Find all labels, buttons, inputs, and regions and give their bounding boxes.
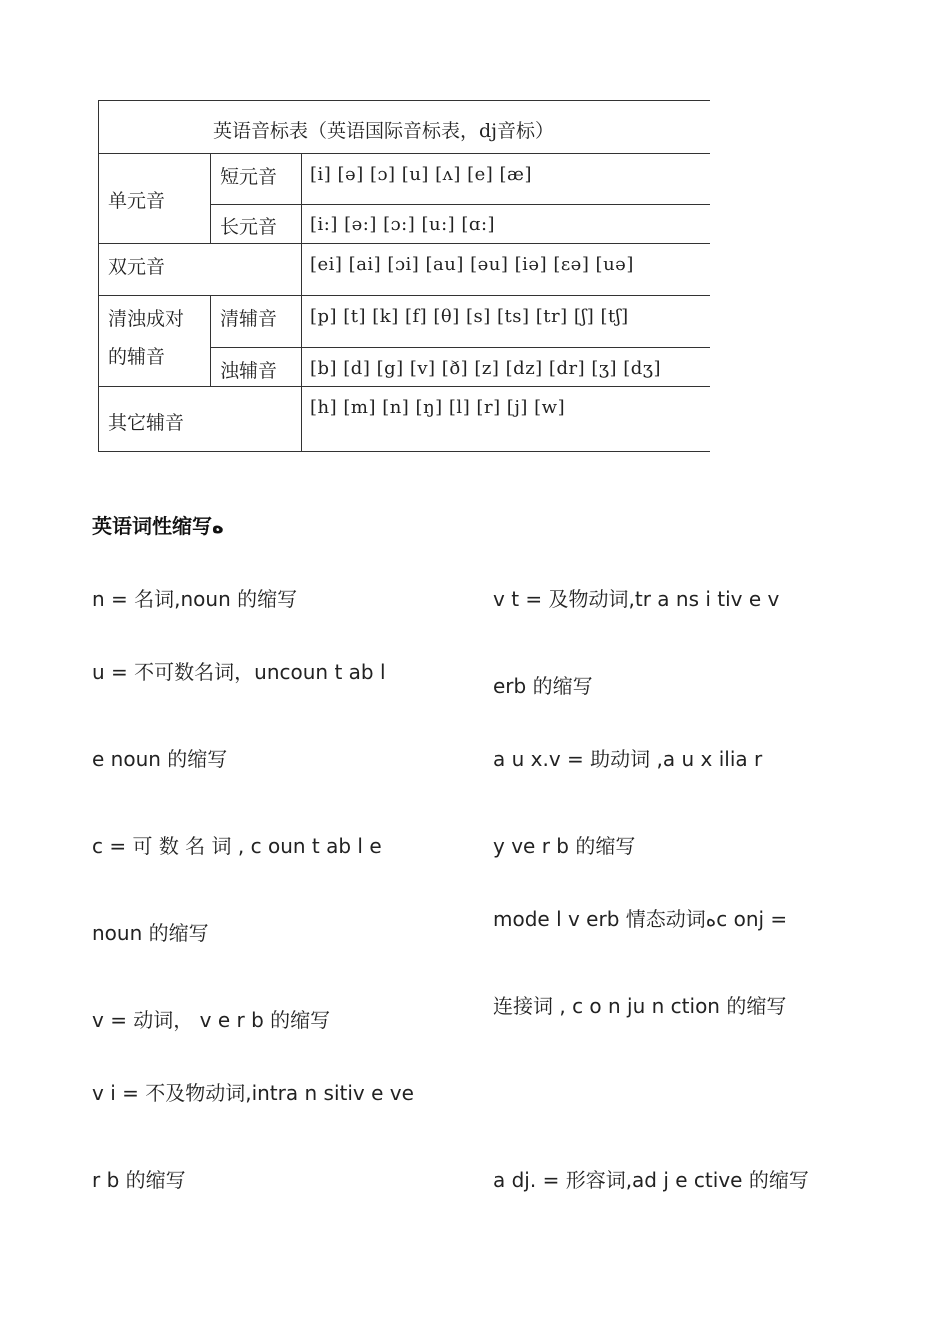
table-divider	[210, 347, 710, 348]
abbr-line: c = 可 数 名 词 , c oun t ab l e	[92, 834, 382, 858]
abbr-line: noun 的缩写	[92, 921, 209, 945]
table-divider	[98, 243, 710, 244]
label-long-vowel: 长元音	[220, 216, 278, 238]
category-monophthong: 单元音	[108, 190, 166, 212]
table-border-left	[98, 100, 99, 452]
table-divider	[98, 295, 710, 296]
label-voiced: 浊辅音	[220, 360, 278, 382]
abbr-line: r b 的缩写	[92, 1168, 186, 1192]
table-border-bottom	[98, 451, 710, 452]
ipa-voiceless: [p] [t] [k] [f] [θ] [s] [ts] [tr] [ʃ] [tʃ]	[310, 306, 629, 327]
label-voiceless: 清辅音	[220, 308, 278, 330]
table-divider	[210, 153, 211, 243]
phonetic-table	[98, 100, 710, 452]
table-divider	[210, 204, 710, 205]
abbr-line: n = 名词,noun 的缩写	[92, 587, 298, 611]
table-border-top	[98, 100, 710, 101]
table-title: 英语音标表（英语国际音标表，dj音标）	[213, 120, 555, 142]
category-other: 其它辅音	[108, 412, 185, 434]
table-divider	[98, 153, 710, 154]
category-diphthong: 双元音	[108, 256, 166, 278]
abbr-line: mode l v erb 情态动词ﻩc onj =	[493, 907, 788, 931]
table-divider	[210, 295, 211, 386]
abbr-line: y ve r b 的缩写	[493, 834, 636, 858]
table-divider	[98, 386, 710, 387]
abbr-line: e noun 的缩写	[92, 747, 228, 771]
ipa-long-vowels: [i:] [ə:] [ɔ:] [u:] [ɑ:]	[310, 214, 496, 235]
ipa-voiced: [b] [d] [g] [v] [ð] [z] [dz] [dr] [ʒ] [dʒ]	[310, 358, 661, 379]
abbr-line: v i = 不及物动词,intra n sitiv e ve	[92, 1081, 414, 1105]
abbr-line: v t = 及物动词,tr a ns i tiv e v	[493, 587, 780, 611]
label-short-vowel: 短元音	[220, 166, 278, 188]
category-paired-line1: 清浊成对	[108, 308, 185, 330]
ipa-diphthongs: [ei] [ai] [ɔi] [au] [əu] [iə] [εə] [uə]	[310, 254, 634, 275]
abbr-line: 连接词 , c o n ju n ction 的缩写	[493, 994, 787, 1018]
table-divider	[301, 153, 302, 452]
ipa-other: [h] [m] [n] [ŋ] [l] [r] [j] [w]	[310, 397, 566, 418]
ipa-short-vowels: [i] [ə] [ɔ] [u] [ʌ] [e] [æ]	[310, 164, 532, 185]
abbr-line: a u x.v = 助动词 ,a u x ilia r	[493, 747, 763, 771]
abbr-line: a dj. = 形容词,ad j e ctive 的缩写	[493, 1168, 809, 1192]
abbr-line: u = 不可数名词，uncoun t ab l	[92, 660, 386, 684]
abbr-line: v = 动词， v e r b 的缩写	[92, 1008, 331, 1032]
section-heading: 英语词性缩写ﻩ	[92, 514, 224, 538]
category-paired-line2: 的辅音	[108, 346, 166, 368]
abbr-line: erb 的缩写	[493, 674, 593, 698]
